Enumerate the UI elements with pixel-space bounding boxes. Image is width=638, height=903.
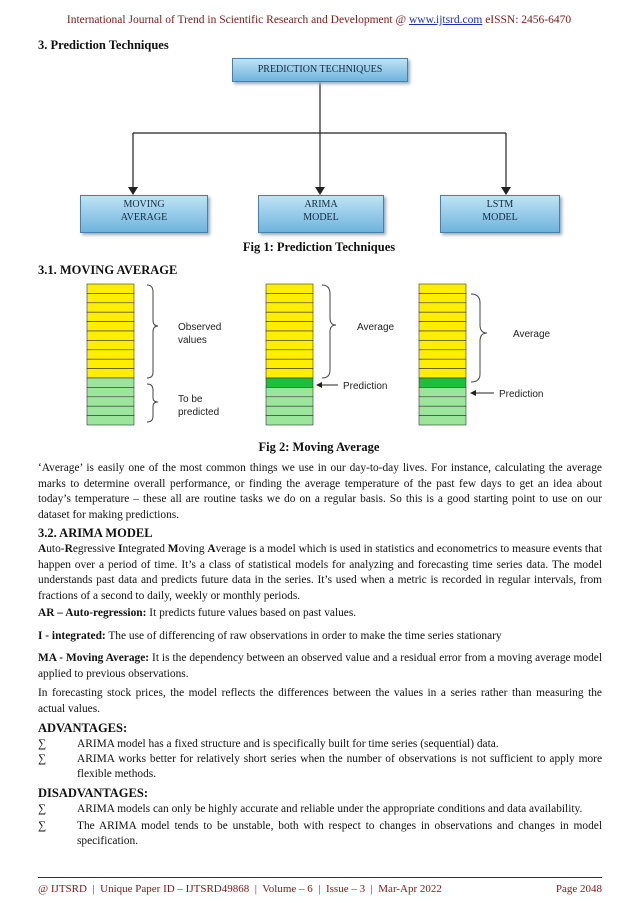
section-3-heading: 3. Prediction Techniques <box>38 38 169 52</box>
journal-name: International Journal of Trend in Scientific Research and Development @ <box>66 14 409 26</box>
yellow-cell <box>419 284 466 293</box>
yellow-cell <box>419 340 466 349</box>
yellow-cell <box>419 350 466 359</box>
green-cell <box>419 378 466 387</box>
arima-model-box <box>258 195 384 233</box>
ar-definition <box>38 606 602 622</box>
light-green-cell <box>87 378 134 387</box>
yellow-cell <box>266 359 313 368</box>
predicted-label: predicted <box>178 407 220 418</box>
moving-average-figure <box>0 280 638 430</box>
arrow-middle-icon <box>315 187 325 195</box>
yellow-cell <box>419 369 466 378</box>
yellow-cell <box>266 331 313 340</box>
disadvantages-list <box>38 802 602 850</box>
yellow-cell <box>266 340 313 349</box>
prediction-techniques-box: PREDICTION TECHNIQUES <box>232 58 408 82</box>
fig2-caption: Fig 2: Moving Average <box>258 440 380 454</box>
moving-average-line1: MOVING <box>123 199 165 210</box>
list-item <box>38 802 602 817</box>
acronym-rest: oving <box>178 543 208 555</box>
list-item-text: ARIMA model has a fixed structure and is specifically built for time series (sequential) data. <box>77 738 499 750</box>
arima-description: is a model which is used in statistics and econometrics to measure events that happen over a period of time. It’s a class of statistical models for analyzing and forecasting time series data. The model understands past data and predicts future data in the series. It’s used when a metric is recorded in regular intervals, from fractions of a second to daily, weekly or monthly periods. <box>38 543 602 602</box>
advantages-heading: ADVANTAGES: <box>38 721 128 735</box>
moving-average-box <box>80 195 208 233</box>
arima-model-line1: ARIMA <box>304 199 338 210</box>
yellow-cell <box>266 303 313 312</box>
list-item-text: The ARIMA model tends to be unstable, both with respect to changes in observations and changes in model specification. <box>77 820 602 848</box>
observed-brace-icon <box>147 285 158 378</box>
yellow-cell <box>87 350 134 359</box>
section-3-1-heading: 3.1. MOVING AVERAGE <box>38 263 178 277</box>
light-green-cell <box>266 406 313 415</box>
yellow-cell <box>266 369 313 378</box>
footer-paper-info: @ IJTSRD | Unique Paper ID – IJTSRD49868 | Volume – 6 | Issue – 3 | Mar-Apr 2022 <box>38 883 442 895</box>
yellow-cell <box>266 322 313 331</box>
yellow-cell <box>419 322 466 331</box>
to-be-label: To be <box>178 394 203 405</box>
light-green-cell <box>87 406 134 415</box>
light-green-cell <box>266 387 313 396</box>
yellow-cell <box>266 350 313 359</box>
fig1-caption: Fig 1: Prediction Techniques <box>242 240 396 254</box>
journal-issn: eISSN: 2456-6470 <box>482 14 572 26</box>
journal-header <box>0 14 638 26</box>
section-3-2-heading: 3.2. ARIMA MODEL <box>38 526 153 540</box>
light-green-cell <box>419 387 466 396</box>
values-label: values <box>178 335 207 346</box>
arima-model-line2: MODEL <box>303 212 339 223</box>
acronym-letter-a: A <box>38 543 47 555</box>
yellow-cell <box>419 293 466 302</box>
light-green-cell <box>419 397 466 406</box>
i-definition <box>38 629 602 645</box>
predicted-brace-icon <box>147 384 158 422</box>
stack-column-observed <box>87 284 134 425</box>
advantages-list <box>38 737 602 783</box>
average-paragraph: ‘Average’ is easily one of the most common things we use in our day-to-day lives. For instance, calculating the average marks to determine overall performance, or finding the average temperature of the past few days to get an idea about today’s temperature – these all are routine tasks we do on a regular basis. So this is a good starting point to use on our dataset for making predictions. <box>38 462 602 521</box>
yellow-cell <box>87 303 134 312</box>
moving-average-line2: AVERAGE <box>120 212 168 223</box>
middle-prediction-arrow-icon <box>316 382 322 388</box>
yellow-cell <box>266 284 313 293</box>
light-green-cell <box>419 416 466 425</box>
list-item <box>38 819 602 849</box>
light-green-cell <box>87 387 134 396</box>
acronym-letter-i: I <box>118 543 123 555</box>
acronym-rest: uto- <box>46 543 65 555</box>
ma-text: It is the dependency between an observed value and a residual error from a moving average model applied to previous observations. <box>38 652 602 680</box>
page-number: Page 2048 <box>555 883 602 895</box>
acronym-letter-r: R <box>64 543 73 555</box>
sigma-bullet-icon: ∑ <box>38 803 47 815</box>
yellow-cell <box>87 369 134 378</box>
stack-column-middle <box>266 284 313 425</box>
list-item <box>38 752 602 782</box>
yellow-cell <box>87 312 134 321</box>
light-green-cell <box>266 416 313 425</box>
forecast-paragraph: In forecasting stock prices, the model reflects the differences between the values in a series rather than measuring the actual values. <box>38 687 602 715</box>
lstm-model-line2: MODEL <box>482 212 518 223</box>
right-average-label: Average <box>513 329 551 340</box>
acronym-rest: egressive <box>72 543 119 555</box>
yellow-cell <box>266 293 313 302</box>
yellow-cell <box>419 303 466 312</box>
footer-rule <box>38 877 602 878</box>
sigma-bullet-icon: ∑ <box>38 820 47 833</box>
list-item <box>38 737 602 752</box>
disadvantages-heading: DISADVANTAGES: <box>38 786 148 800</box>
stack-column-right <box>419 284 466 425</box>
observed-label: Observed <box>178 322 222 333</box>
ar-text: It predicts future values based on past values. <box>146 607 357 619</box>
i-term: I - integrated: <box>38 630 106 642</box>
list-item-text: ARIMA models can only be highly accurate and reliable under the appropriate conditions and data availability. <box>77 803 583 815</box>
middle-prediction-label: Prediction <box>343 381 388 392</box>
light-green-cell <box>87 416 134 425</box>
sigma-bullet-icon: ∑ <box>38 753 47 766</box>
ma-definition <box>38 651 602 682</box>
middle-average-brace-icon <box>322 285 336 378</box>
right-prediction-arrow-icon <box>470 390 476 396</box>
page-footer <box>38 883 602 895</box>
light-green-cell <box>266 397 313 406</box>
acronym-rest: verage <box>215 543 246 555</box>
acronym-rest: ntegrated <box>122 543 168 555</box>
sigma-bullet-icon: ∑ <box>38 738 47 750</box>
yellow-cell <box>266 312 313 321</box>
ma-term: MA - Moving Average: <box>38 652 150 664</box>
yellow-cell <box>419 331 466 340</box>
arrow-left-icon <box>128 187 138 195</box>
lstm-model-box <box>440 195 560 233</box>
arima-paragraph <box>38 542 602 604</box>
light-green-cell <box>87 397 134 406</box>
yellow-cell <box>87 340 134 349</box>
arrow-right-icon <box>501 187 511 195</box>
list-item-text: ARIMA works better for relatively short series when the number of observations is not sufficient to apply more flexible methods. <box>77 753 602 781</box>
lstm-model-line1: LSTM <box>486 199 514 210</box>
right-average-brace-icon <box>471 294 487 382</box>
yellow-cell <box>419 312 466 321</box>
i-text: The use of differencing of raw observations in order to make the time series stationary <box>105 630 502 642</box>
acronym-letter-a2: A <box>207 543 216 555</box>
light-green-cell <box>419 406 466 415</box>
yellow-cell <box>419 359 466 368</box>
green-cell <box>266 378 313 387</box>
acronym-letter-m: M <box>167 543 179 555</box>
yellow-cell <box>87 322 134 331</box>
yellow-cell <box>87 293 134 302</box>
yellow-cell <box>87 331 134 340</box>
journal-url-link[interactable]: www.ijtsrd.com <box>408 14 483 26</box>
ar-term: AR – Auto-regression: <box>38 607 147 619</box>
yellow-cell <box>87 284 134 293</box>
right-prediction-label: Prediction <box>499 389 544 400</box>
yellow-cell <box>87 359 134 368</box>
middle-average-label: Average <box>357 322 395 333</box>
